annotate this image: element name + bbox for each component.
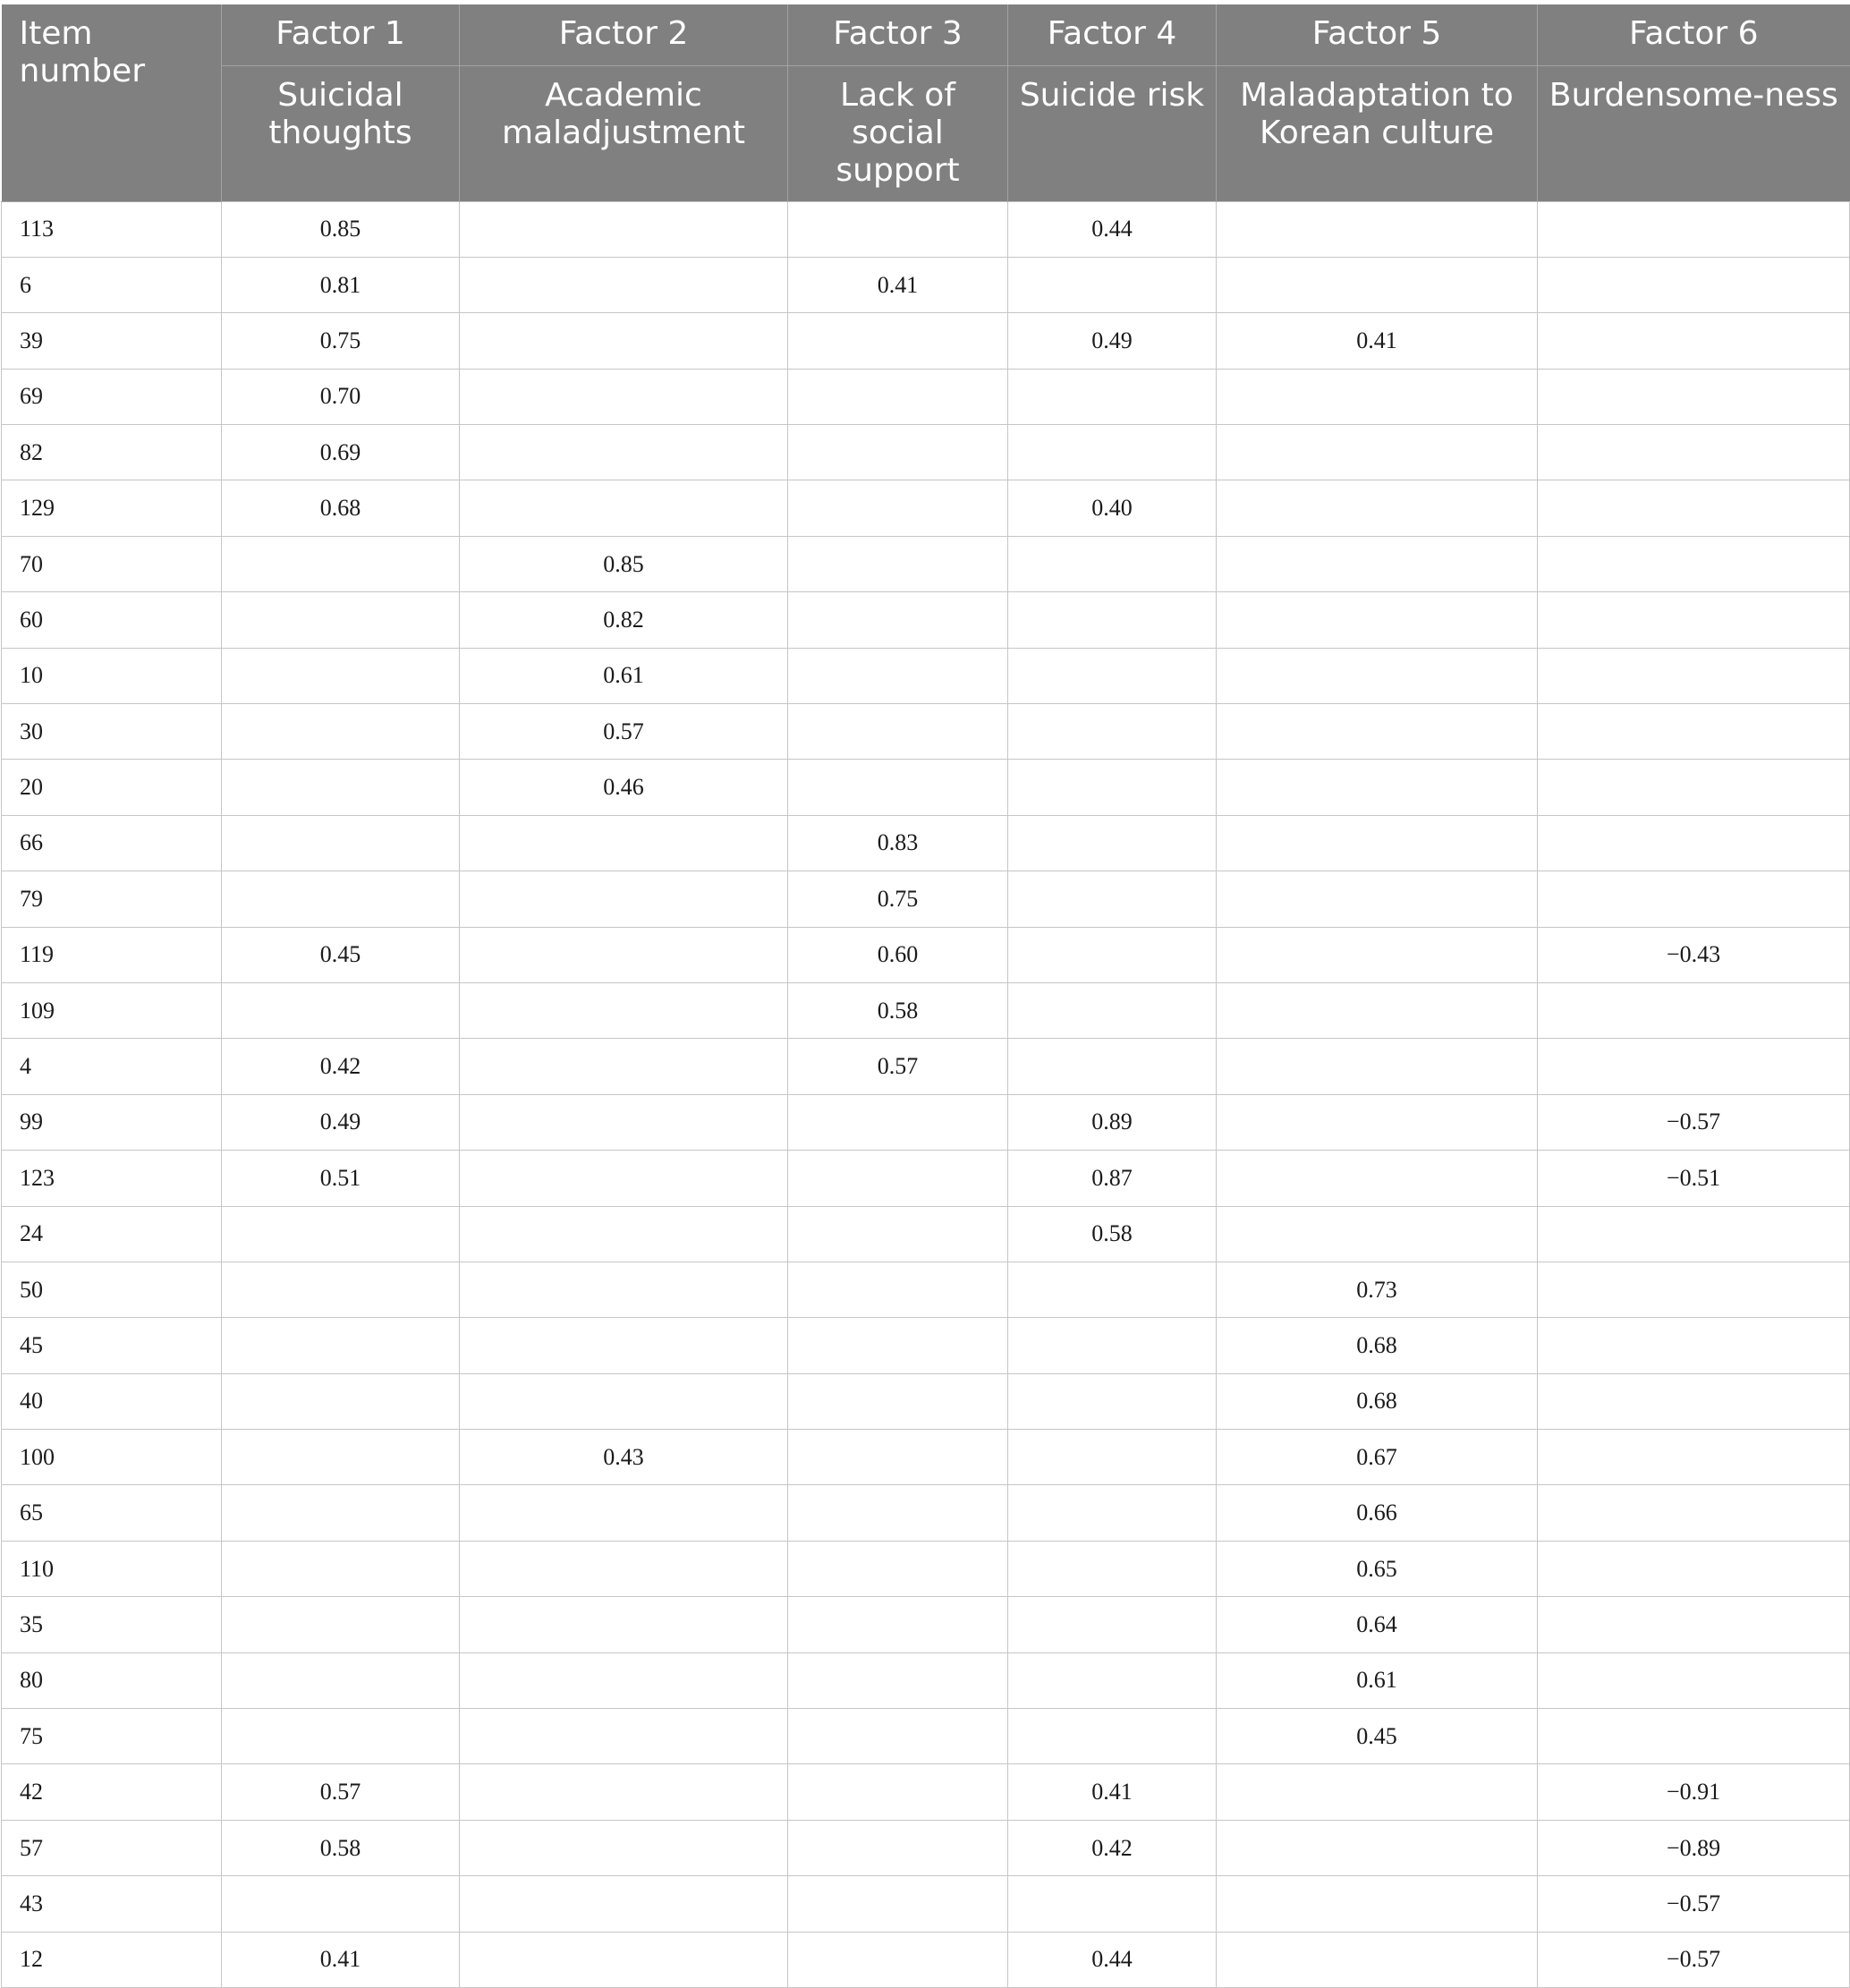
table-row xyxy=(2,369,1850,424)
factor-6-loading-cell: −0.89 xyxy=(1538,1820,1850,1875)
factor-2-loading-cell xyxy=(460,1932,788,1987)
item-number-cell: 110 xyxy=(2,1541,222,1596)
factor-5-loading-cell xyxy=(1217,1932,1538,1987)
factor-1-loading-cell xyxy=(222,1206,460,1262)
factor-4-loading-cell: 0.87 xyxy=(1008,1151,1217,1206)
factor-2-loading-cell xyxy=(460,369,788,424)
factor-5-loading-cell: 0.67 xyxy=(1217,1430,1538,1485)
factor-3-loading-cell xyxy=(788,1206,1008,1262)
table-row xyxy=(2,1932,1850,1987)
factor-3-loading-cell xyxy=(788,704,1008,760)
factor-1-loading-cell: 0.70 xyxy=(222,369,460,424)
factor-1-loading-cell xyxy=(222,815,460,871)
table-header xyxy=(2,4,1850,201)
factor-5-label: Factor 5 xyxy=(1217,4,1538,65)
factor-1-loading-cell: 0.51 xyxy=(222,1151,460,1206)
factor-6-loading-cell xyxy=(1538,760,1850,815)
factor-4-loading-cell xyxy=(1008,760,1217,815)
factor-2-name: Academic maladjustment xyxy=(460,65,788,201)
table-row xyxy=(2,982,1850,1038)
factor-4-name: Suicide risk xyxy=(1008,65,1217,201)
factor-6-name: Burdensome-ness xyxy=(1538,65,1850,201)
factor-5-loading-cell xyxy=(1217,369,1538,424)
item-number-cell: 50 xyxy=(2,1262,222,1317)
factor-4-loading-cell xyxy=(1008,927,1217,982)
factor-1-loading-cell: 0.42 xyxy=(222,1039,460,1094)
factor-1-loading-cell xyxy=(222,1652,460,1708)
factor-3-loading-cell xyxy=(788,760,1008,815)
factor-6-loading-cell xyxy=(1538,369,1850,424)
factor-6-loading-cell xyxy=(1538,201,1850,257)
item-number-cell: 20 xyxy=(2,760,222,815)
factor-6-loading-cell xyxy=(1538,1597,1850,1652)
factor-5-loading-cell xyxy=(1217,1039,1538,1094)
item-number-cell: 35 xyxy=(2,1597,222,1652)
factor-3-loading-cell: 0.58 xyxy=(788,982,1008,1038)
factor-1-loading-cell xyxy=(222,592,460,648)
factor-6-loading-cell xyxy=(1538,480,1850,536)
factor-6-loading-cell xyxy=(1538,1373,1850,1429)
factor-5-loading-cell: 0.66 xyxy=(1217,1485,1538,1541)
factor-6-loading-cell xyxy=(1538,871,1850,927)
factor-2-loading-cell xyxy=(460,1094,788,1150)
factor-2-loading-cell xyxy=(460,1541,788,1596)
item-number-cell: 6 xyxy=(2,257,222,312)
item-number-cell: 69 xyxy=(2,369,222,424)
factor-1-name: Suicidal thoughts xyxy=(222,65,460,201)
factor-4-loading-cell xyxy=(1008,1262,1217,1317)
factor-4-loading-cell xyxy=(1008,871,1217,927)
factor-1-loading-cell xyxy=(222,1318,460,1373)
factor-3-loading-cell xyxy=(788,592,1008,648)
table-row xyxy=(2,815,1850,871)
factor-6-loading-cell xyxy=(1538,1541,1850,1596)
factor-2-loading-cell xyxy=(460,425,788,480)
factor-2-loading-cell: 0.85 xyxy=(460,536,788,591)
factor-4-loading-cell xyxy=(1008,1541,1217,1596)
factor-3-loading-cell xyxy=(788,480,1008,536)
factor-5-loading-cell xyxy=(1217,760,1538,815)
factor-5-loading-cell xyxy=(1217,480,1538,536)
factor-3-loading-cell xyxy=(788,1541,1008,1596)
factor-6-loading-cell: −0.57 xyxy=(1538,1094,1850,1150)
table-row xyxy=(2,1151,1850,1206)
factor-3-loading-cell: 0.83 xyxy=(788,815,1008,871)
factor-4-loading-cell xyxy=(1008,257,1217,312)
factor-4-loading-cell: 0.44 xyxy=(1008,201,1217,257)
factor-4-loading-cell xyxy=(1008,369,1217,424)
factor-3-loading-cell xyxy=(788,201,1008,257)
item-number-cell: 80 xyxy=(2,1652,222,1708)
factor-6-loading-cell xyxy=(1538,815,1850,871)
factor-1-loading-cell: 0.75 xyxy=(222,313,460,369)
factor-4-loading-cell: 0.40 xyxy=(1008,480,1217,536)
factor-4-loading-cell xyxy=(1008,1652,1217,1708)
item-number-cell: 65 xyxy=(2,1485,222,1541)
factor-4-loading-cell xyxy=(1008,1597,1217,1652)
factor-3-loading-cell xyxy=(788,1151,1008,1206)
table-row xyxy=(2,1485,1850,1541)
factor-2-loading-cell xyxy=(460,1373,788,1429)
item-number-cell: 4 xyxy=(2,1039,222,1094)
factor-2-loading-cell: 0.43 xyxy=(460,1430,788,1485)
factor-2-loading-cell xyxy=(460,1709,788,1764)
factor-6-loading-cell xyxy=(1538,1318,1850,1373)
factor-2-loading-cell: 0.46 xyxy=(460,760,788,815)
factor-6-loading-cell xyxy=(1538,313,1850,369)
factor-3-loading-cell xyxy=(788,536,1008,591)
factor-2-loading-cell xyxy=(460,982,788,1038)
factor-1-loading-cell: 0.49 xyxy=(222,1094,460,1150)
table-row xyxy=(2,1709,1850,1764)
factor-3-loading-cell xyxy=(788,1262,1008,1317)
table-row xyxy=(2,1039,1850,1094)
factor-5-loading-cell xyxy=(1217,1820,1538,1875)
factor-1-loading-cell xyxy=(222,1709,460,1764)
item-number-cell: 66 xyxy=(2,815,222,871)
table-row xyxy=(2,1820,1850,1875)
factor-2-loading-cell xyxy=(460,1318,788,1373)
factor-1-loading-cell xyxy=(222,1430,460,1485)
factor-5-loading-cell xyxy=(1217,1764,1538,1820)
factor-3-loading-cell xyxy=(788,1876,1008,1932)
factor-4-loading-cell xyxy=(1008,1318,1217,1373)
factor-5-loading-cell xyxy=(1217,1876,1538,1932)
factor-5-loading-cell: 0.41 xyxy=(1217,313,1538,369)
factor-5-loading-cell: 0.64 xyxy=(1217,1597,1538,1652)
factor-2-loading-cell: 0.82 xyxy=(460,592,788,648)
factor-3-loading-cell xyxy=(788,1597,1008,1652)
factor-4-loading-cell: 0.44 xyxy=(1008,1932,1217,1987)
factor-6-loading-cell xyxy=(1538,704,1850,760)
item-number-header: Item number xyxy=(2,4,222,201)
factor-5-loading-cell xyxy=(1217,704,1538,760)
factor-label-row xyxy=(2,4,1850,65)
factor-1-loading-cell xyxy=(222,1485,460,1541)
table-row xyxy=(2,313,1850,369)
factor-6-loading-cell xyxy=(1538,257,1850,312)
factor-3-loading-cell xyxy=(788,1430,1008,1485)
factor-1-loading-cell xyxy=(222,536,460,591)
table-row xyxy=(2,201,1850,257)
factor-3-loading-cell: 0.75 xyxy=(788,871,1008,927)
table-row xyxy=(2,1652,1850,1708)
factor-2-loading-cell xyxy=(460,1652,788,1708)
factor-5-loading-cell xyxy=(1217,1094,1538,1150)
factor-3-loading-cell xyxy=(788,1373,1008,1429)
factor-6-loading-cell xyxy=(1538,1262,1850,1317)
table-row xyxy=(2,1094,1850,1150)
factor-5-loading-cell: 0.73 xyxy=(1217,1262,1538,1317)
factor-2-loading-cell xyxy=(460,1820,788,1875)
factor-5-loading-cell: 0.65 xyxy=(1217,1541,1538,1596)
factor-6-loading-cell xyxy=(1538,1709,1850,1764)
factor-3-loading-cell xyxy=(788,1094,1008,1150)
factor-5-loading-cell xyxy=(1217,1206,1538,1262)
factor-5-loading-cell xyxy=(1217,257,1538,312)
factor-6-loading-cell xyxy=(1538,425,1850,480)
factor-2-loading-cell: 0.57 xyxy=(460,704,788,760)
factor-4-loading-cell xyxy=(1008,1373,1217,1429)
factor-2-loading-cell xyxy=(460,1597,788,1652)
factor-2-loading-cell xyxy=(460,313,788,369)
item-number-cell: 100 xyxy=(2,1430,222,1485)
factor-3-loading-cell xyxy=(788,1764,1008,1820)
factor-1-loading-cell xyxy=(222,1373,460,1429)
item-number-cell: 40 xyxy=(2,1373,222,1429)
factor-1-loading-cell: 0.68 xyxy=(222,480,460,536)
factor-3-name: Lack of social support xyxy=(788,65,1008,201)
factor-5-loading-cell xyxy=(1217,1151,1538,1206)
item-number-cell: 109 xyxy=(2,982,222,1038)
factor-2-loading-cell xyxy=(460,480,788,536)
factor-6-label: Factor 6 xyxy=(1538,4,1850,65)
factor-4-loading-cell: 0.41 xyxy=(1008,1764,1217,1820)
factor-4-loading-cell: 0.89 xyxy=(1008,1094,1217,1150)
factor-2-loading-cell xyxy=(460,815,788,871)
factor-6-loading-cell xyxy=(1538,1430,1850,1485)
factor-6-loading-cell xyxy=(1538,536,1850,591)
factor-2-loading-cell xyxy=(460,1876,788,1932)
factor-5-loading-cell xyxy=(1217,927,1538,982)
factor-5-loading-cell xyxy=(1217,536,1538,591)
factor-4-loading-cell xyxy=(1008,536,1217,591)
factor-4-loading-cell xyxy=(1008,1709,1217,1764)
factor-1-loading-cell xyxy=(222,982,460,1038)
factor-6-loading-cell: −0.43 xyxy=(1538,927,1850,982)
factor-4-label: Factor 4 xyxy=(1008,4,1217,65)
table-row xyxy=(2,760,1850,815)
table-row xyxy=(2,425,1850,480)
item-number-cell: 129 xyxy=(2,480,222,536)
item-number-cell: 24 xyxy=(2,1206,222,1262)
table-row xyxy=(2,704,1850,760)
factor-1-loading-cell: 0.85 xyxy=(222,201,460,257)
factor-6-loading-cell xyxy=(1538,1485,1850,1541)
item-number-cell: 43 xyxy=(2,1876,222,1932)
factor-2-loading-cell xyxy=(460,1151,788,1206)
factor-5-loading-cell xyxy=(1217,982,1538,1038)
table-row xyxy=(2,871,1850,927)
factor-3-loading-cell xyxy=(788,369,1008,424)
factor-name-row xyxy=(2,65,1850,201)
factor-1-loading-cell xyxy=(222,648,460,703)
factor-6-loading-cell: −0.57 xyxy=(1538,1932,1850,1987)
factor-5-loading-cell xyxy=(1217,815,1538,871)
factor-5-loading-cell xyxy=(1217,201,1538,257)
table-row xyxy=(2,927,1850,982)
factor-4-loading-cell: 0.58 xyxy=(1008,1206,1217,1262)
factor-2-loading-cell xyxy=(460,1039,788,1094)
factor-2-loading-cell xyxy=(460,1262,788,1317)
item-number-cell: 79 xyxy=(2,871,222,927)
factor-2-loading-cell xyxy=(460,1485,788,1541)
factor-2-loading-cell xyxy=(460,1206,788,1262)
factor-3-loading-cell xyxy=(788,1652,1008,1708)
factor-loadings-table xyxy=(1,4,1850,1988)
table-row xyxy=(2,257,1850,312)
factor-1-loading-cell xyxy=(222,760,460,815)
table-row xyxy=(2,1430,1850,1485)
factor-4-loading-cell xyxy=(1008,648,1217,703)
factor-6-loading-cell: −0.51 xyxy=(1538,1151,1850,1206)
table-row xyxy=(2,1206,1850,1262)
factor-6-loading-cell xyxy=(1538,648,1850,703)
table-row xyxy=(2,480,1850,536)
factor-1-loading-cell: 0.45 xyxy=(222,927,460,982)
factor-3-loading-cell xyxy=(788,1932,1008,1987)
factor-3-loading-cell: 0.57 xyxy=(788,1039,1008,1094)
factor-5-loading-cell xyxy=(1217,592,1538,648)
factor-3-loading-cell xyxy=(788,648,1008,703)
factor-4-loading-cell xyxy=(1008,1430,1217,1485)
factor-6-loading-cell xyxy=(1538,1039,1850,1094)
factor-2-loading-cell xyxy=(460,201,788,257)
item-number-cell: 123 xyxy=(2,1151,222,1206)
factor-6-loading-cell xyxy=(1538,1652,1850,1708)
factor-2-loading-cell: 0.61 xyxy=(460,648,788,703)
item-number-cell: 119 xyxy=(2,927,222,982)
factor-1-loading-cell: 0.58 xyxy=(222,1820,460,1875)
factor-4-loading-cell xyxy=(1008,982,1217,1038)
factor-2-label: Factor 2 xyxy=(460,4,788,65)
factor-4-loading-cell xyxy=(1008,704,1217,760)
item-number-cell: 42 xyxy=(2,1764,222,1820)
factor-1-loading-cell: 0.41 xyxy=(222,1932,460,1987)
table-body xyxy=(2,201,1850,1988)
factor-loadings-table-container xyxy=(1,4,1849,1988)
item-number-cell: 113 xyxy=(2,201,222,257)
factor-4-loading-cell xyxy=(1008,1039,1217,1094)
table-row xyxy=(2,1373,1850,1429)
item-number-cell: 45 xyxy=(2,1318,222,1373)
factor-1-loading-cell: 0.81 xyxy=(222,257,460,312)
factor-1-loading-cell xyxy=(222,1262,460,1317)
factor-4-loading-cell: 0.42 xyxy=(1008,1820,1217,1875)
item-number-cell: 82 xyxy=(2,425,222,480)
factor-1-loading-cell xyxy=(222,871,460,927)
factor-5-loading-cell xyxy=(1217,871,1538,927)
factor-5-loading-cell: 0.45 xyxy=(1217,1709,1538,1764)
factor-3-loading-cell xyxy=(788,313,1008,369)
factor-6-loading-cell: −0.57 xyxy=(1538,1876,1850,1932)
factor-2-loading-cell xyxy=(460,871,788,927)
factor-3-loading-cell: 0.60 xyxy=(788,927,1008,982)
factor-5-loading-cell: 0.61 xyxy=(1217,1652,1538,1708)
factor-4-loading-cell xyxy=(1008,815,1217,871)
factor-3-loading-cell xyxy=(788,1820,1008,1875)
table-row xyxy=(2,1318,1850,1373)
table-row xyxy=(2,1541,1850,1596)
item-number-cell: 75 xyxy=(2,1709,222,1764)
table-row xyxy=(2,592,1850,648)
factor-5-loading-cell xyxy=(1217,425,1538,480)
factor-3-loading-cell xyxy=(788,1318,1008,1373)
table-row xyxy=(2,1597,1850,1652)
factor-1-label: Factor 1 xyxy=(222,4,460,65)
factor-3-label: Factor 3 xyxy=(788,4,1008,65)
item-number-cell: 30 xyxy=(2,704,222,760)
factor-2-loading-cell xyxy=(460,257,788,312)
factor-4-loading-cell xyxy=(1008,1485,1217,1541)
factor-4-loading-cell xyxy=(1008,592,1217,648)
table-row xyxy=(2,536,1850,591)
factor-4-loading-cell: 0.49 xyxy=(1008,313,1217,369)
table-row xyxy=(2,648,1850,703)
factor-5-loading-cell: 0.68 xyxy=(1217,1318,1538,1373)
item-number-cell: 70 xyxy=(2,536,222,591)
factor-1-loading-cell xyxy=(222,1541,460,1596)
table-row xyxy=(2,1764,1850,1820)
item-number-cell: 99 xyxy=(2,1094,222,1150)
factor-3-loading-cell xyxy=(788,1709,1008,1764)
factor-6-loading-cell xyxy=(1538,982,1850,1038)
factor-1-loading-cell xyxy=(222,1876,460,1932)
factor-6-loading-cell: −0.91 xyxy=(1538,1764,1850,1820)
factor-3-loading-cell xyxy=(788,1485,1008,1541)
factor-2-loading-cell xyxy=(460,927,788,982)
factor-5-loading-cell: 0.68 xyxy=(1217,1373,1538,1429)
factor-6-loading-cell xyxy=(1538,1206,1850,1262)
factor-3-loading-cell: 0.41 xyxy=(788,257,1008,312)
factor-6-loading-cell xyxy=(1538,592,1850,648)
table-row xyxy=(2,1262,1850,1317)
table-row xyxy=(2,1876,1850,1932)
factor-1-loading-cell: 0.57 xyxy=(222,1764,460,1820)
factor-2-loading-cell xyxy=(460,1764,788,1820)
factor-5-loading-cell xyxy=(1217,648,1538,703)
item-number-cell: 39 xyxy=(2,313,222,369)
factor-4-loading-cell xyxy=(1008,425,1217,480)
item-number-cell: 57 xyxy=(2,1820,222,1875)
item-number-cell: 12 xyxy=(2,1932,222,1987)
factor-1-loading-cell: 0.69 xyxy=(222,425,460,480)
factor-4-loading-cell xyxy=(1008,1876,1217,1932)
factor-5-name: Maladaptation to Korean culture xyxy=(1217,65,1538,201)
factor-3-loading-cell xyxy=(788,425,1008,480)
factor-1-loading-cell xyxy=(222,704,460,760)
item-number-cell: 10 xyxy=(2,648,222,703)
factor-1-loading-cell xyxy=(222,1597,460,1652)
item-number-cell: 60 xyxy=(2,592,222,648)
